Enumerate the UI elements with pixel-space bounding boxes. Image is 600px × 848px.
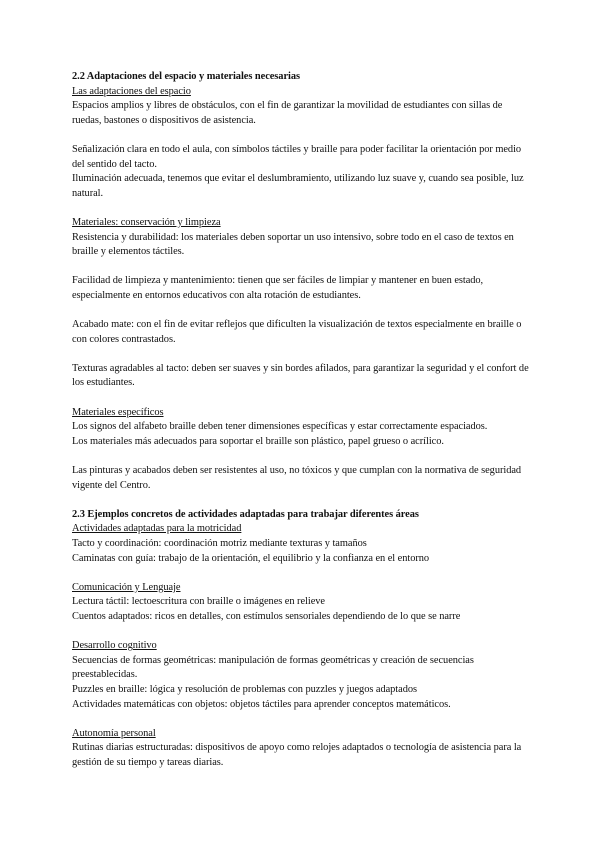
paragraph: Resistencia y durabilidad: los materiales deben soportar un uso intensivo, sobre todo en el caso de textos en braille y elementos táctiles.	[72, 231, 514, 258]
paragraph: Texturas agradables al tacto: deben ser suaves y sin bordes afilados, para garantizar la seguridad y el confort de los estudiantes.	[72, 362, 529, 389]
paragraph-spacer	[72, 201, 534, 216]
paragraph: Señalización clara en todo el aula, con símbolos táctiles y braille para poder facilitar la orientación por medio del sentido del tacto.	[72, 143, 522, 170]
paragraph-spacer	[72, 449, 534, 464]
subheading-motricidad: Actividades adaptadas para la motricidad	[72, 523, 242, 535]
section-heading-2-3: 2.3 Ejemplos concretos de actividades adaptadas para trabajar diferentes áreas	[72, 508, 419, 520]
paragraph-spacer	[72, 625, 534, 640]
paragraph: Actividades matemáticas con objetos: objetos táctiles para aprender conceptos matemáticos.	[72, 698, 451, 710]
paragraph-spacer	[72, 712, 534, 727]
paragraph-spacer	[72, 260, 534, 275]
subheading-autonomia: Autonomía personal	[72, 727, 156, 739]
paragraph: Puzzles en braille: lógica y resolución de problemas con puzzles y juegos adaptados	[72, 683, 417, 695]
paragraph: Secuencias de formas geométricas: manipulación de formas geométricas y creación de secuencias preestablecidas.	[72, 654, 474, 681]
paragraph-spacer	[72, 391, 534, 406]
paragraph-spacer	[72, 347, 534, 362]
paragraph: Espacios amplios y libres de obstáculos, con el fin de garantizar la movilidad de estudiantes con sillas de ruedas, bastones o dispositivos de asistencia.	[72, 100, 503, 126]
document-page	[72, 70, 534, 771]
paragraph: Iluminación adecuada, tenemos que evitar el deslumbramiento, utilizando luz suave y, cuando sea posible, luz natural.	[72, 173, 524, 199]
paragraph: Tacto y coordinación: coordinación motriz mediante texturas y tamaños	[72, 538, 367, 549]
paragraph: Las pinturas y acabados deben ser resistentes al uso, no tóxicos y que cumplan con la normativa de seguridad vigente del Centro.	[72, 465, 522, 491]
paragraph: Cuentos adaptados: ricos en detalles, con estímulos sensoriales dependiendo de lo que se narre	[72, 610, 461, 622]
paragraph-spacer	[72, 304, 534, 319]
subheading-comunicacion: Comunicación y Lenguaje	[72, 581, 181, 593]
section-heading-2-2: 2.2 Adaptaciones del espacio y materiales necesarias	[72, 71, 300, 82]
subheading-adaptaciones-espacio: Las adaptaciones del espacio	[72, 85, 191, 97]
paragraph: Acabado mate: con el fin de evitar reflejos que dificulten la visualización de textos especialmente en braille o con colores contrastados.	[72, 319, 522, 345]
subheading-materiales-especificos: Materiales específicos	[72, 406, 164, 418]
paragraph: Facilidad de limpieza y mantenimiento: tienen que ser fáciles de limpiar y mantener en buen estado, especialmente en entornos educativos con alta rotación de estudiantes.	[72, 275, 484, 301]
paragraph: Rutinas diarias estructuradas: dispositivos de apoyo como relojes adaptados o tecnología de asistencia para la gestión de su tiempo y tareas diarias.	[72, 742, 522, 768]
subheading-desarrollo-cognitivo: Desarrollo cognitivo	[72, 640, 157, 652]
paragraph-spacer	[72, 566, 534, 581]
paragraph: Caminatas con guía: trabajo de la orientación, el equilibrio y la confianza en el entorno	[72, 552, 430, 564]
paragraph: Los materiales más adecuados para soportar el braille son plástico, papel grueso o acrílico.	[72, 435, 444, 447]
paragraph-spacer	[72, 493, 534, 508]
subheading-materiales-conservacion: Materiales: conservación y limpieza	[72, 216, 221, 228]
paragraph: Los signos del alfabeto braille deben tener dimensiones específicas y estar correctamente espaciados.	[72, 421, 488, 433]
paragraph-spacer	[72, 128, 534, 143]
paragraph: Lectura táctil: lectoescritura con braille o imágenes en relieve	[72, 596, 325, 608]
